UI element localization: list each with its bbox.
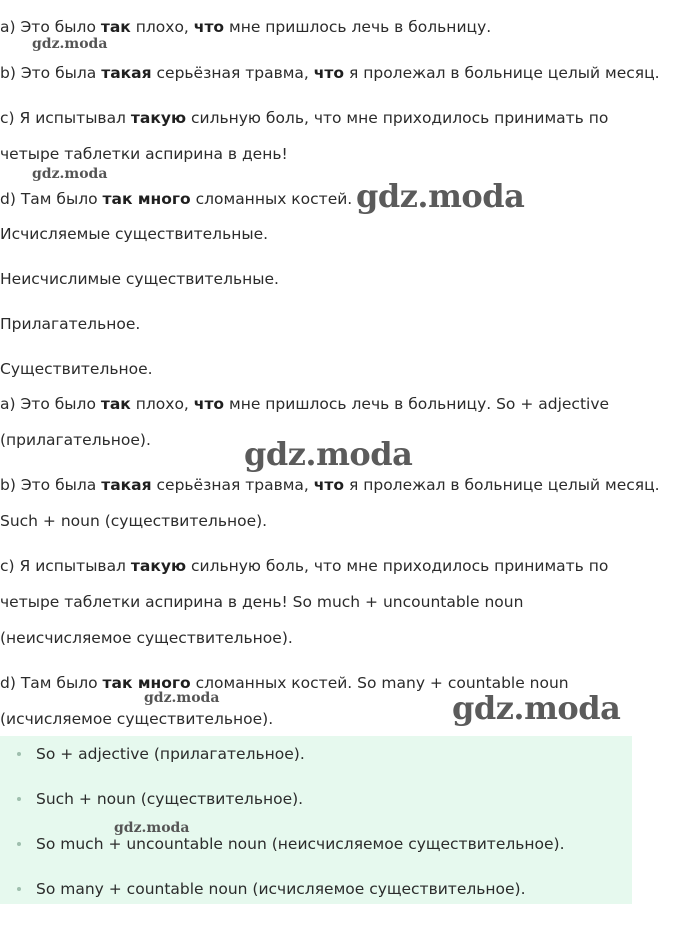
summary-item-text: Such + noun (существительное). [36,790,304,808]
text-run: (исчисляемое существительное). [0,710,274,728]
summary-item-text: So much + uncountable noun (неисчисляемое существительное). [36,835,565,853]
bold-text: такая [101,64,152,82]
text-run: сломанных костей. [190,190,353,208]
text-line [0,63,660,83]
summary-item-text: So many + countable noun (исчисляемое существительное). [36,880,526,898]
text-line [0,17,491,37]
text-line [0,394,609,414]
text-run: b) Это была [0,64,102,82]
text-run: Such + noun (существительное). [0,512,268,530]
text-run: четыре таблетки аспирина в день! So much + uncountable noun [0,593,524,611]
watermark-logo: gdz.moda [32,36,108,52]
text-line [0,475,660,495]
bullet-icon [17,842,21,846]
text-line [0,189,352,209]
text-run: я пролежал в больнице целый месяц. [344,64,660,82]
text-line [0,314,140,334]
bullet-icon [17,752,21,756]
watermark-logo: gdz.moda [114,820,190,836]
bold-text: так [100,395,131,413]
text-run: сломанных костей. So many + countable noun [190,674,569,692]
bold-text: что [313,476,345,494]
text-run: c) Я испытывал [0,109,131,127]
watermark-logo: gdz.moda [356,177,525,215]
text-run: (неисчисляемое существительное). [0,629,293,647]
bullet-icon [17,797,21,801]
text-line [0,592,523,612]
bold-text: так [100,18,131,36]
watermark-logo: gdz.moda [144,690,220,706]
bold-text: что [193,395,225,413]
text-line [0,269,279,289]
bold-text: такая [101,476,152,494]
text-run: сильную боль, что мне приходилось принимать по [186,109,609,127]
text-run: d) Там было [0,190,103,208]
text-run: я пролежал в больнице целый месяц. [344,476,660,494]
text-run: Прилагательное. [0,315,141,333]
bold-text: что [193,18,225,36]
text-line [0,144,288,164]
watermark-logo: gdz.moda [452,689,621,727]
text-line [0,108,608,128]
text-run: сильную боль, что мне приходилось принимать по [186,557,609,575]
watermark-logo: gdz.moda [244,435,413,473]
text-run: b) Это была [0,476,102,494]
text-line [0,628,293,648]
text-run: а) Это было [0,395,101,413]
bullet-icon [17,887,21,891]
summary-box [0,736,632,904]
text-run: (прилагательное). [0,431,151,449]
text-run: мне пришлось лечь в больницу. [224,18,492,36]
text-run: а) Это было [0,18,101,36]
text-run: d) Там было [0,674,103,692]
bold-text: что [313,64,345,82]
text-line [0,556,608,576]
text-run: мне пришлось лечь в больницу. So + adjective [224,395,610,413]
watermark-logo: gdz.moda [32,166,108,182]
text-run: c) Я испытывал [0,557,131,575]
summary-item-text: So + adjective (прилагательное). [36,745,305,763]
text-line [0,224,268,244]
text-run: плохо, [130,395,194,413]
text-line [0,511,267,531]
text-line [0,709,273,729]
text-line [0,359,153,379]
bold-text: такую [130,109,187,127]
text-run: серьёзная травма, [151,64,314,82]
bold-text: такую [130,557,187,575]
text-run: серьёзная травма, [151,476,314,494]
text-line [0,430,151,450]
bold-text: так много [102,674,191,692]
text-run: Исчисляемые существительные. [0,225,269,243]
bold-text: так много [102,190,191,208]
text-run: Неисчислимые существительные. [0,270,279,288]
text-run: Существительное. [0,360,153,378]
text-run: плохо, [130,18,194,36]
text-run: четыре таблетки аспирина в день! [0,145,288,163]
